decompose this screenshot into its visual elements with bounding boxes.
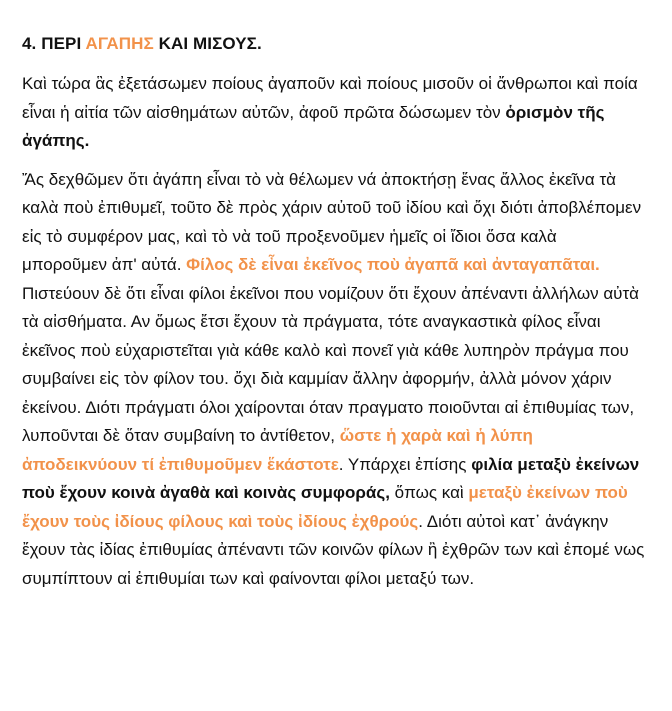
section-heading: [22, 32, 646, 56]
heading-highlight: ΑΓΑΠΗΣ: [85, 34, 154, 53]
body-text-5: . Διότι αὐτοὶ κατ᾽ ἀνάγκην ἔχουν τὰς ἰδίας ἐπιθυμίας ἀπέναντι τῶν κοινῶν φίλων ἢ ἐχθρῶν των καὶ ἐπομέ νως συμπίπτουν αἱ ἐπιθυμίαι των καὶ φαίνονται φίλοι μεταξύ των.: [22, 511, 645, 588]
paragraph-intro: [22, 70, 646, 156]
paragraph-body: [22, 166, 646, 594]
body-text-2: Πιστεύουν δὲ ὅτι εἶναι φίλοι ἐκεῖνοι που νομίζουν ὅτι ἔχουν ἀπέναντι ἀλλήλων αὐτὰ τὰ αἰσθήματα. Αν ὅμως ἔτσι ἔχουν τὰ πράγματα, τότε αναγκαστικὰ φίλος εἶναι ἐκεῖνος ποὺ εὐχαριστεῖται γιὰ κάθε καλὸ καὶ πονεῖ γιὰ κάθε λυπηρὸν πράγμα που συμβαίνει εἰς τὸν φίλον του. ὄχι διὰ καμμίαν ἄλλην ἀφορμήν, ἀλλὰ μόνον χάριν ἐκείνου. Διότι πράγματι όλοι χαίρονται όταν πραγματο ποιοῦνται αἱ ἐπιθυμίας των, λυποῦνται δὲ ὅταν συμβαίνη το ἀντίθετον,: [22, 283, 639, 445]
body-highlight-joy-sorrow: ὥστε ἡ χαρὰ καὶ ἡ λύπη ἀποδεικνύουν τί ἐπιθυμοῦμεν ἕκάστοτε: [22, 426, 533, 474]
intro-bold-definition: ὁρισμὸν τῆς ἀγάπης.: [22, 102, 605, 150]
body-text-3: . Υπάρχει ἐπίσης: [338, 454, 472, 474]
heading-rest: ΚΑΙ ΜΙΣΟΥΣ.: [153, 34, 262, 53]
intro-text: Καὶ τώρα ἃς ἐξετάσωμεν ποίους ἀγαποῦν καὶ ποίους μισοῦν οἱ ἄνθρωποι καὶ ποία εἶναι ἡ αἰτία τῶν αἰσθημάτων αὐτῶν, ἀφοῦ πρῶτα δώσωμεν τὸν: [22, 74, 638, 122]
body-highlight-friend-definition: Φίλος δὲ εἶναι ἐκεῖνος ποὺ ἀγαπᾶ καὶ ἀνταγαπᾶται.: [186, 255, 600, 274]
heading-number: 4. ΠΕΡΙ: [22, 34, 86, 53]
body-highlight-common-friends: μεταξὺ ἐκείνων ποὺ ἔχουν τοὺς ἰδίους φίλους καὶ τοὺς ἰδίους ἐχθρούς: [22, 483, 628, 531]
body-text-1: Ἄς δεχθῶμεν ὅτι ἀγάπη εἶναι τὸ νὰ θέλωμεν νά ἀποκτήσῃ ἕνας ἄλλος ἐκεῖνα τὰ καλὰ ποὺ ἐπιθυμεῖ, τοῦτο δὲ πρὸς χάριν αὐτοῦ τοῦ ἰδίου καὶ ὄχι διότι ἀποβλέπομεν εἰς τὸ συμφέρον μας, καὶ τὸ νὰ τοῦ προξενοῦμεν ἡμεῖς οἱ ἴδιοι ὅσα καλὰ μποροῦμεν ἀπ' αὐτά.: [22, 169, 642, 274]
body-text-4: ὅπως καὶ: [389, 483, 469, 502]
body-bold-common-goods: φιλία μεταξὺ ἐκείνων ποὺ ἔχουν κοινὰ ἀγαθὰ καὶ κοινὰς συμφοράς,: [22, 454, 640, 502]
